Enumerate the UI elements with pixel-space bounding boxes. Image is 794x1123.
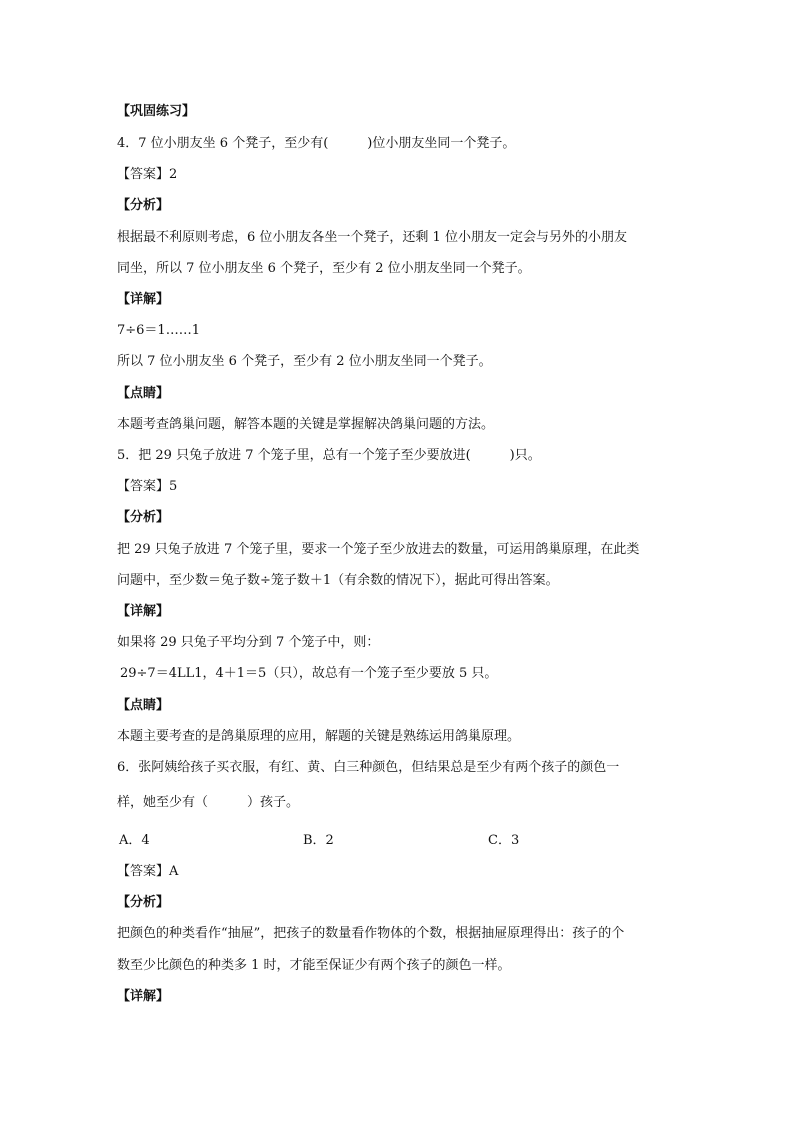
detail-label-4: 【详解】 <box>117 292 170 307</box>
detail-label-5: 【详解】 <box>117 604 170 619</box>
option-b: B．2 <box>303 833 334 848</box>
detail-label-6: 【详解】 <box>117 989 170 1004</box>
answer-6: 【答案】A <box>117 864 179 879</box>
question-4: 4．7 位小朋友坐 6 个凳子，至少有( )位小朋友坐同一个凳子。 <box>117 136 516 151</box>
analysis-label-5: 【分析】 <box>117 510 170 525</box>
analysis-label-6: 【分析】 <box>117 895 170 910</box>
detail-5-line-2: 29÷7＝4LL1，4＋1＝5（只），故总有一个笼子至少要放 5 只。 <box>120 666 498 681</box>
comment-label-5: 【点睛】 <box>117 698 170 713</box>
option-c: C．3 <box>488 833 520 848</box>
detail-4-line-1: 7÷6＝1……1 <box>117 323 200 338</box>
answer-5: 【答案】5 <box>117 479 178 494</box>
analysis-5-line-2: 问题中，至少数＝兔子数÷笼子数＋1（有余数的情况下），据此可得出答案。 <box>117 573 559 588</box>
option-a: A．4 <box>119 833 150 848</box>
analysis-6-line-1: 把颜色的种类看作“抽屉”，把孩子的数量看作物体的个数，根据抽屉原理得出：孩子的个 <box>117 926 625 941</box>
detail-5-line-1: 如果将 29 只兔子平均分到 7 个笼子中，则： <box>117 635 380 650</box>
question-5: 5．把 29 只兔子放进 7 个笼子里，总有一个笼子至少要放进( )只。 <box>117 448 541 463</box>
detail-4-line-2: 所以 7 位小朋友坐 6 个凳子，至少有 2 位小朋友坐同一个凳子。 <box>117 354 492 369</box>
comment-5: 本题主要考查的是鸽巢原理的应用，解题的关键是熟练运用鸽巢原理。 <box>117 729 521 744</box>
section-heading: 【巩固练习】 <box>117 104 196 119</box>
comment-4: 本题考查鸽巢问题，解答本题的关键是掌握解决鸽巢问题的方法。 <box>117 417 495 432</box>
comment-label-4: 【点睛】 <box>117 386 170 401</box>
analysis-6-line-2: 数至少比颜色的种类多 1 时，才能至保证少有两个孩子的颜色一样。 <box>117 958 511 973</box>
analysis-4-line-2: 同坐，所以 7 位小朋友坐 6 个凳子，至少有 2 位小朋友坐同一个凳子。 <box>117 261 531 276</box>
question-6-line-1: 6．张阿姨给孩子买衣服，有红、黄、白三种颜色，但结果总是至少有两个孩子的颜色一 <box>117 760 620 775</box>
question-6-line-2: 样，她至少有（ ）孩子。 <box>117 795 300 810</box>
answer-4: 【答案】2 <box>117 167 178 182</box>
analysis-label-4: 【分析】 <box>117 198 170 213</box>
analysis-4-line-1: 根据最不利原则考虑，6 位小朋友各坐一个凳子，还剩 1 位小朋友一定会与另外的小朋友 <box>117 230 627 245</box>
analysis-5-line-1: 把 29 只兔子放进 7 个笼子里，要求一个笼子至少放进去的数量，可运用鸽巢原理，在此类 <box>117 542 640 557</box>
